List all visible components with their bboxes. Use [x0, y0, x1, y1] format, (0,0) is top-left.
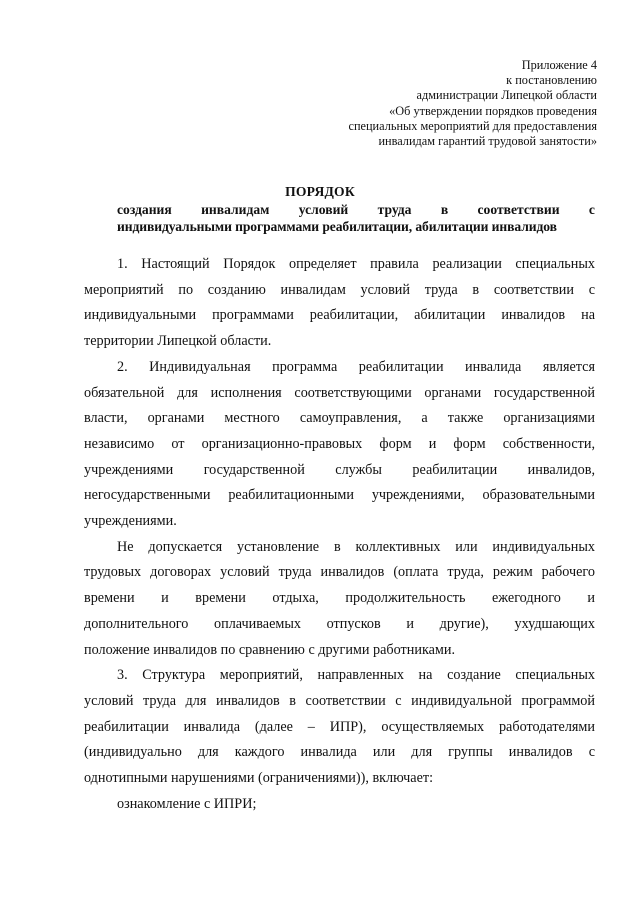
appendix-line: к постановлению: [506, 73, 597, 88]
paragraph-line: однотипными нарушениями (ограничениями)), включает:: [84, 770, 434, 787]
document-subtitle: [117, 201, 595, 235]
subtitle-line-1: [117, 201, 595, 218]
paragraph-line: власти, органами местного самоуправления, а также организациями: [84, 410, 595, 427]
paragraph-line: времени и времени отдыха, продолжительность ежегодного и: [84, 590, 595, 607]
appendix-line: инвалидам гарантий трудовой занятости»: [378, 134, 597, 149]
paragraph-1: [84, 252, 595, 355]
paragraph-5: [117, 792, 595, 818]
paragraph-line: реабилитации инвалида (далее – ИПР), осуществляемых работодателями: [84, 718, 595, 735]
paragraph-line: положение инвалидов по сравнению с другими работниками.: [84, 641, 456, 658]
paragraph-line: 1. Настоящий Порядок определяет правила реализации специальных: [117, 256, 595, 272]
paragraph-line: Не допускается установление в коллективных или индивидуальных: [117, 538, 595, 555]
paragraph-line: обязательной для исполнения соответствующими органами государственной: [84, 384, 595, 401]
subtitle-word: соответствии: [477, 202, 560, 217]
appendix-line: «Об утверждении порядков проведения: [389, 103, 597, 118]
subtitle-word: инвалидам: [201, 202, 270, 217]
paragraph-line: условий труда для инвалидов в соответствии с индивидуальной программой: [84, 692, 595, 709]
paragraph-line: 2. Индивидуальная программа реабилитации инвалида является: [117, 358, 595, 375]
paragraph-line: учреждениями государственной службы реабилитации инвалидов,: [84, 461, 595, 478]
subtitle-line-2: индивидуальными программами реабилитации, абилитации инвалидов: [117, 219, 557, 234]
paragraph-line: дополнительного оплачиваемых отпусков и другие), ухудшающих: [84, 615, 595, 632]
paragraph-4: [84, 663, 595, 792]
subtitle-word: с: [588, 202, 595, 217]
paragraph-line: негосударственными реабилитационными учреждениями, образовательными: [84, 487, 595, 504]
subtitle-word: в: [440, 202, 449, 217]
paragraph-line: (индивидуально для каждого инвалида или для группы инвалидов с: [84, 744, 595, 761]
appendix-header: [277, 58, 597, 149]
paragraph-line: ознакомление с ИПРИ;: [117, 795, 257, 812]
subtitle-word: создания: [117, 202, 172, 217]
paragraph-line: мероприятий по созданию инвалидам условий труда в соответствии с: [84, 281, 595, 298]
paragraph-line: трудовых договорах условий труда инвалидов (оплата труда, режим рабочего: [84, 564, 595, 581]
paragraph-line: независимо от организационно-правовых форм и форм собственности,: [84, 435, 595, 452]
paragraph-3: [84, 535, 595, 664]
appendix-line: Приложение 4: [521, 58, 597, 72]
document-body: [84, 252, 595, 817]
appendix-line: администрации Липецкой области: [416, 88, 597, 103]
subtitle-word: труда: [377, 202, 412, 217]
paragraph-line: индивидуальными программами реабилитации, абилитации инвалидов на: [84, 307, 595, 324]
paragraph-2: [84, 355, 595, 535]
paragraph-line: учреждениями.: [84, 513, 177, 530]
document-title: ПОРЯДОК: [285, 184, 355, 199]
subtitle-word: условий: [298, 202, 349, 217]
appendix-line: специальных мероприятий для предоставления: [348, 118, 597, 133]
paragraph-line: 3. Структура мероприятий, направленных на создание специальных: [117, 667, 595, 684]
paragraph-line: территории Липецкой области.: [84, 333, 272, 350]
